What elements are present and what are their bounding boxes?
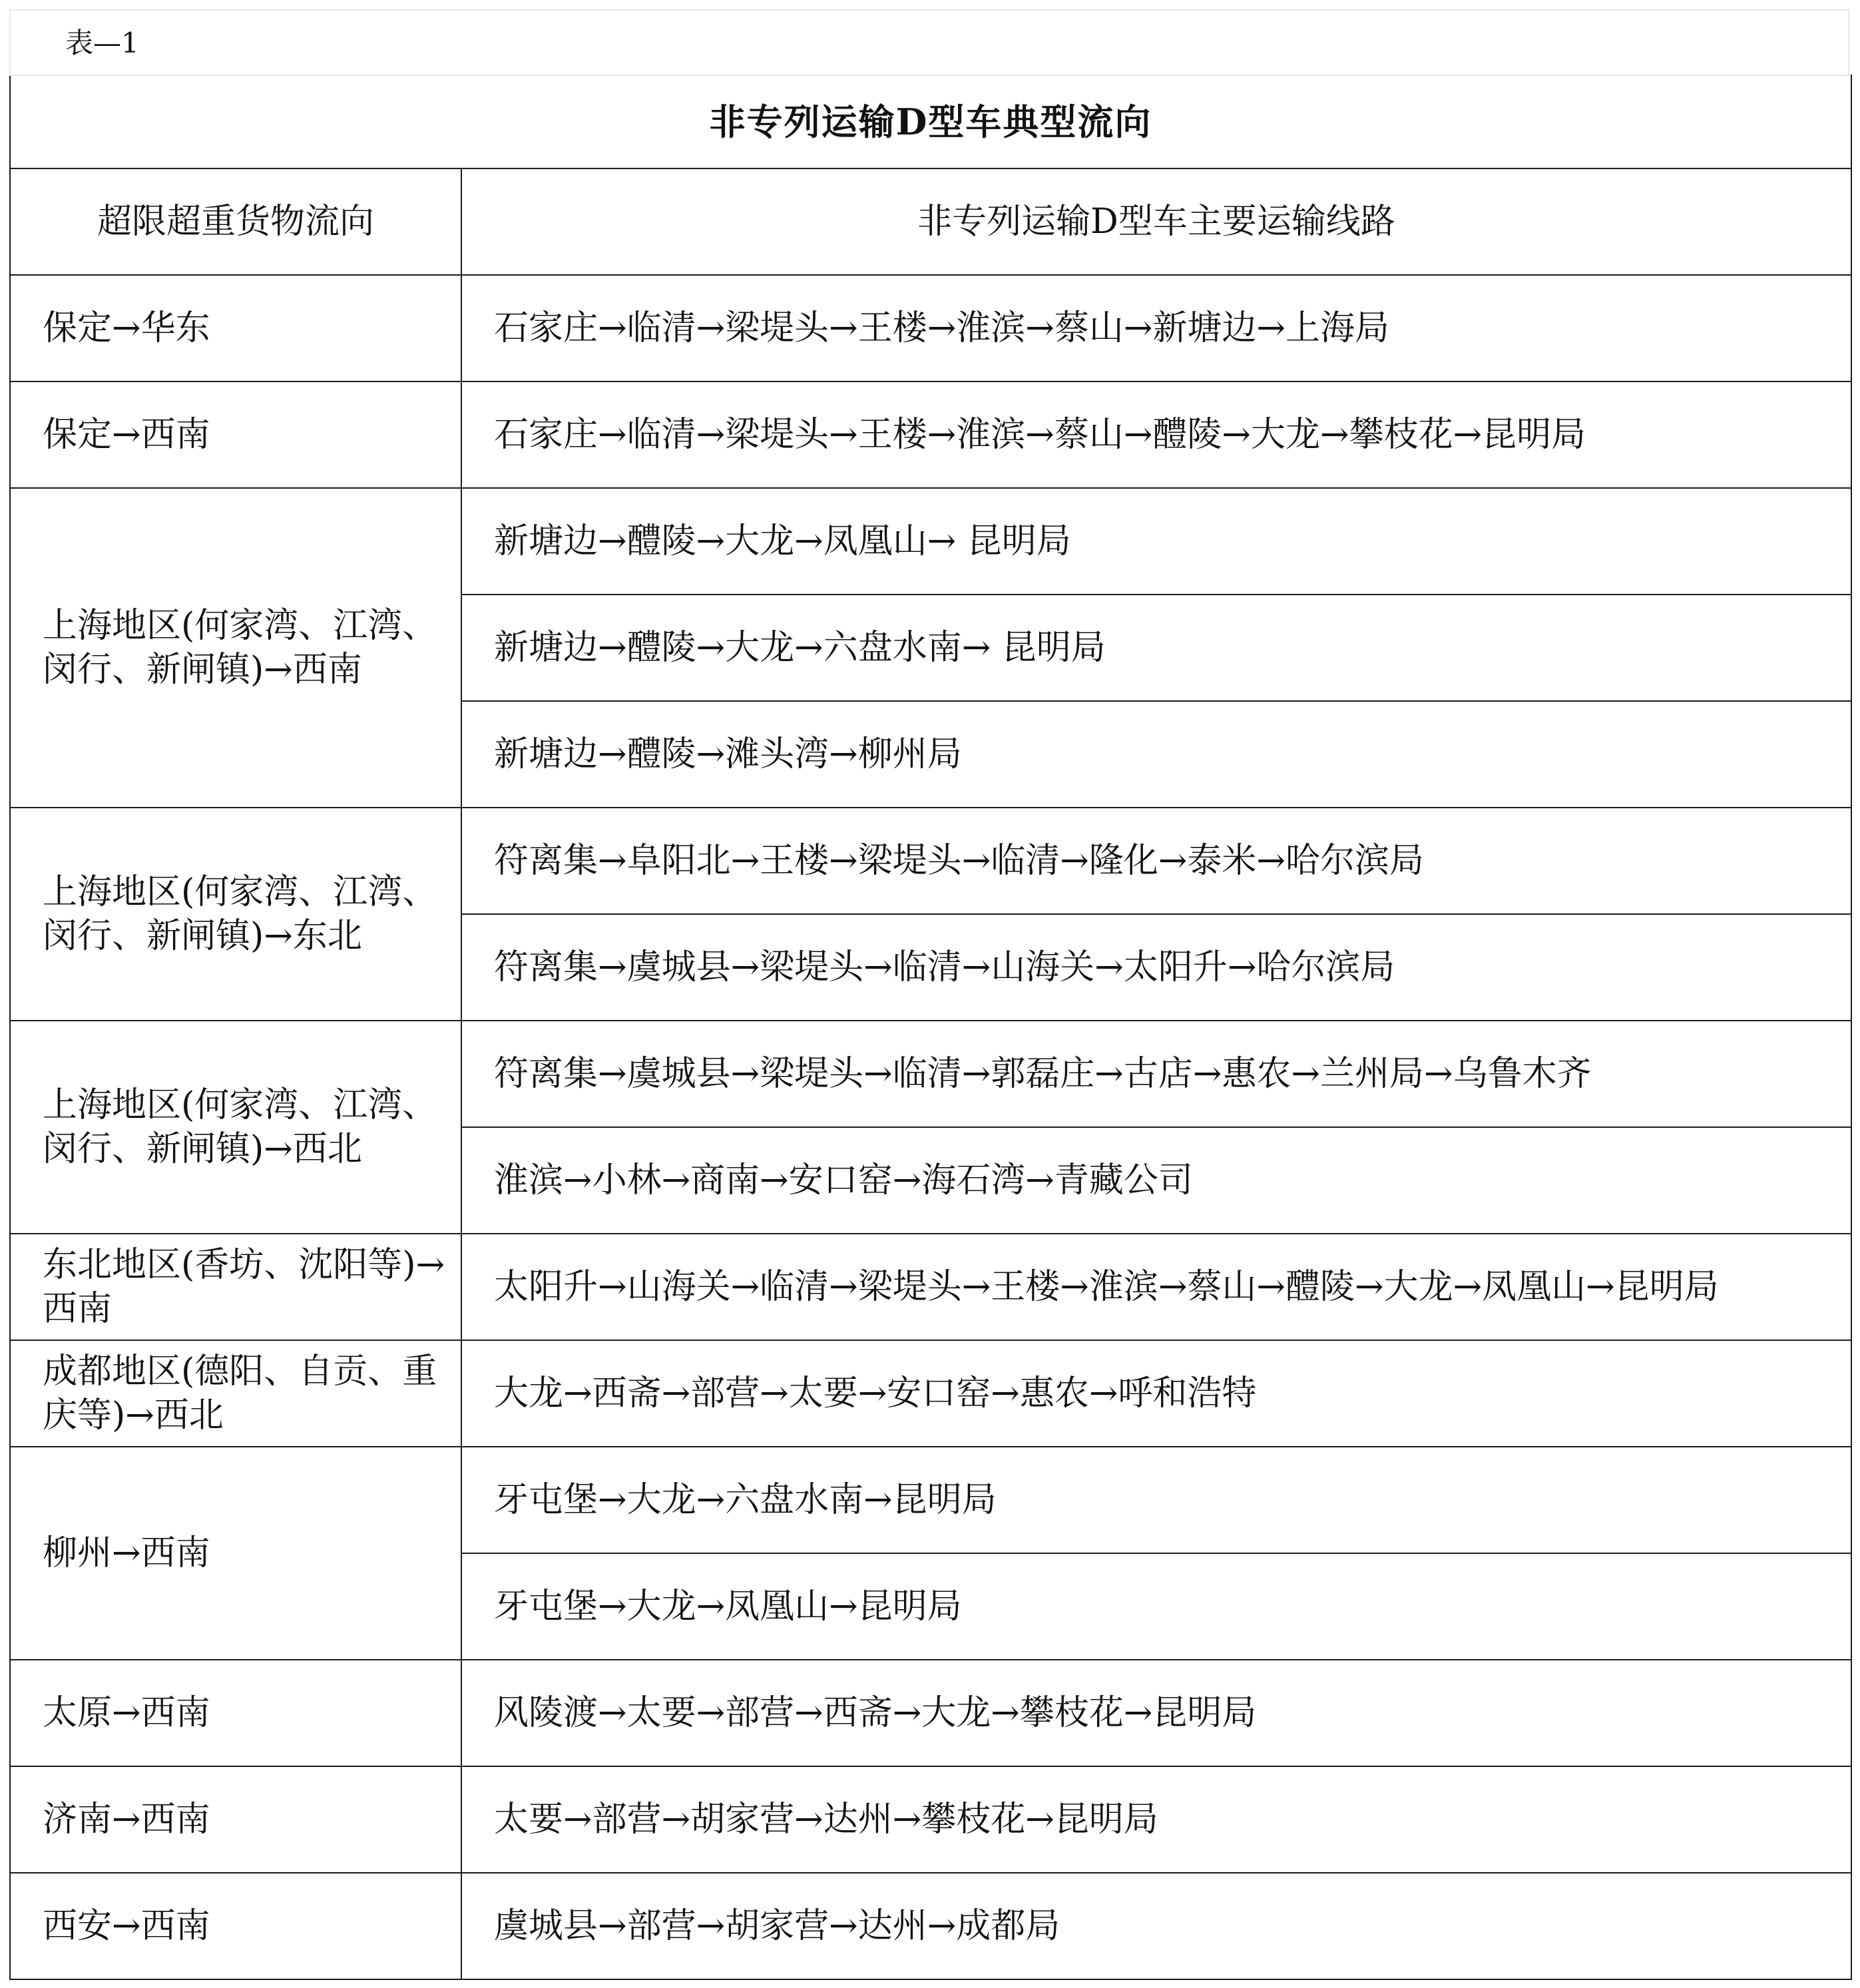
route-cell: 虞城县→部营→胡家营→达州→成都局 (461, 1873, 1851, 1979)
route-cell: 新塘边→醴陵→大龙→凤凰山→ 昆明局 (461, 488, 1851, 595)
table-title-row (10, 75, 1851, 168)
table-row (10, 1021, 1851, 1127)
table-row (10, 381, 1851, 488)
route-cell: 牙屯堡→大龙→六盘水南→昆明局 (461, 1447, 1851, 1553)
flow-text: 保定→华东 (43, 308, 210, 348)
table-title: 非专列运输D型车典型流向 (10, 75, 1851, 168)
route-cell: 符离集→虞城县→梁堤头→临清→郭磊庄→古店→惠农→兰州局→乌鲁木齐 (461, 1021, 1851, 1127)
flow-cell (10, 488, 461, 808)
route-cell: 淮滨→小林→商南→安口窑→海石湾→青藏公司 (461, 1127, 1851, 1234)
route-cell: 符离集→虞城县→梁堤头→临清→山海关→太阳升→哈尔滨局 (461, 914, 1851, 1021)
route-cell: 新塘边→醴陵→滩头湾→柳州局 (461, 701, 1851, 808)
table-row (10, 1340, 1851, 1447)
flow-text: 西安→西南 (43, 1906, 210, 1946)
flow-text: 柳州→西南 (43, 1533, 210, 1573)
route-cell: 符离集→阜阳北→王楼→梁堤头→临清→隆化→泰米→哈尔滨局 (461, 808, 1851, 914)
route-table (9, 75, 1852, 1980)
route-cell: 太要→部营→胡家营→达州→攀枝花→昆明局 (461, 1766, 1851, 1873)
header-route: 非专列运输D型车主要运输线路 (461, 168, 1851, 275)
route-cell: 大龙→西斋→部营→太要→安口窑→惠农→呼和浩特 (461, 1340, 1851, 1447)
document-sheet (9, 9, 1851, 1980)
flow-cell (10, 1447, 461, 1660)
table-row (10, 275, 1851, 381)
route-cell: 石家庄→临清→梁堤头→王楼→淮滨→蔡山→醴陵→大龙→攀枝花→昆明局 (461, 381, 1851, 488)
flow-text: 东北地区(香坊、沈阳等)→西南 (43, 1245, 445, 1329)
table-header-row (10, 168, 1851, 275)
flow-cell (10, 275, 461, 381)
table-row (10, 808, 1851, 914)
route-cell: 牙屯堡→大龙→凤凰山→昆明局 (461, 1553, 1851, 1660)
route-cell: 风陵渡→太要→部营→西斋→大龙→攀枝花→昆明局 (461, 1660, 1851, 1766)
header-flow: 超限超重货物流向 (10, 168, 461, 275)
flow-text: 上海地区(何家湾、江湾、闵行、新闸镇)→西北 (43, 1085, 437, 1169)
flow-cell (10, 1873, 461, 1979)
table-row (10, 1447, 1851, 1553)
flow-cell (10, 1021, 461, 1234)
route-cell: 石家庄→临清→梁堤头→王楼→淮滨→蔡山→新塘边→上海局 (461, 275, 1851, 381)
table-row (10, 1873, 1851, 1979)
flow-text: 上海地区(何家湾、江湾、闵行、新闸镇)→西南 (43, 606, 437, 690)
route-cell: 太阳升→山海关→临清→梁堤头→王楼→淮滨→蔡山→醴陵→大龙→凤凰山→昆明局 (461, 1234, 1851, 1340)
flow-cell (10, 808, 461, 1021)
flow-text: 保定→西南 (43, 415, 210, 455)
flow-cell (10, 1660, 461, 1766)
table-row (10, 488, 1851, 595)
flow-cell (10, 1340, 461, 1447)
route-cell: 新塘边→醴陵→大龙→六盘水南→ 昆明局 (461, 595, 1851, 701)
flow-text: 济南→西南 (43, 1800, 210, 1840)
flow-cell (10, 1234, 461, 1340)
table-row (10, 1660, 1851, 1766)
table-row (10, 1766, 1851, 1873)
table-row (10, 1234, 1851, 1340)
flow-cell (10, 381, 461, 488)
flow-text: 太原→西南 (43, 1693, 210, 1733)
flow-cell (10, 1766, 461, 1873)
table-caption: 表—1 (9, 9, 1849, 75)
flow-text: 成都地区(德阳、自贡、重庆等)→西北 (43, 1352, 437, 1435)
flow-text: 上海地区(何家湾、江湾、闵行、新闸镇)→东北 (43, 872, 437, 956)
